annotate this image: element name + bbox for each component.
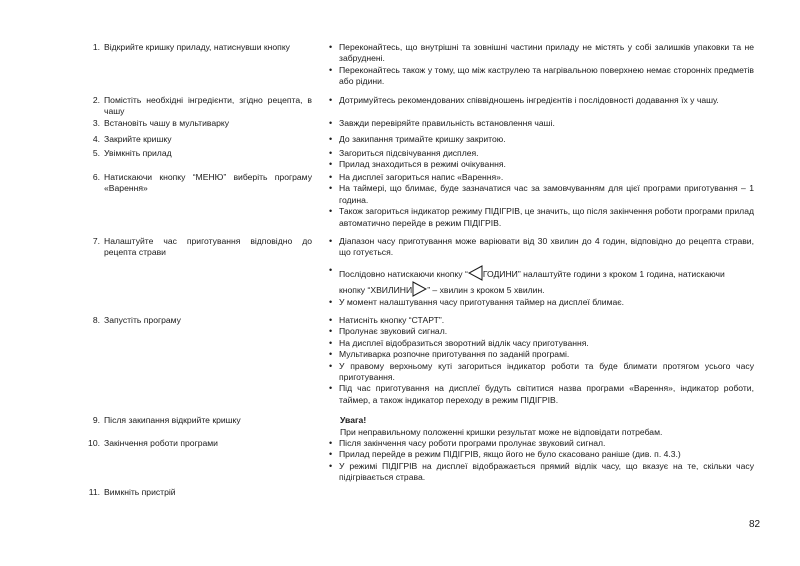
note-item: • До закипання тримайте кришку закритою. <box>329 134 754 145</box>
note-item: • На дисплеї загориться напис «Варення». <box>329 172 754 183</box>
note-item: • У момент налаштування часу приготування таймер на дисплеї блимає. <box>329 297 754 308</box>
step-number: 2. <box>92 95 100 105</box>
step-text: Після закипання відкрийте кришку <box>104 415 241 425</box>
step-text: Відкрийте кришку приладу, натиснувши кнопку <box>104 42 290 52</box>
step-number: 4. <box>92 134 100 144</box>
step-text: Увімкніть прилад <box>104 148 172 158</box>
step-number: 5. <box>92 148 100 158</box>
step-notes <box>329 134 754 145</box>
step-notes <box>329 315 754 406</box>
note-item: • Також загориться індикатор режиму ПІДІГРІВ, це значить, що після закінчення роботи програми прилад автоматично перейде в режим ПІДІГРІВ. <box>329 206 754 229</box>
step-number: 6. <box>92 172 100 182</box>
note-item: • Прилад перейде в режим ПІДІГРІВ, якщо його не було скасовано раніше (див. п. 4.3.) <box>329 449 754 460</box>
step-label <box>86 42 312 53</box>
step-number: 8. <box>92 315 100 325</box>
note-item: • Після закінчення часу роботи програми пролунає звуковий сигнал. <box>329 438 754 449</box>
step-number: 9. <box>92 415 100 425</box>
note-item: • Під час приготування на дисплеї будуть світитися назва програми «Варення», індикатор роботи, таймер, а також індикатор переходу в режим ПІДІГРІВ. <box>329 383 754 406</box>
note-item: • У режимі ПІДІГРІВ на дисплеї відображається прямий відлік часу, що вказує на те, скільки часу підігрівається страва. <box>329 461 754 484</box>
step-notes <box>329 236 754 308</box>
step-text: Натискаючи кнопку “МЕНЮ” виберіть програму «Варення» <box>104 172 312 194</box>
step-notes <box>329 118 754 129</box>
minutes-prefix: кнопку “ХВИЛИНИ <box>339 284 413 295</box>
minutes-suffix: ” – хвилин з кроком 5 хвилин. <box>427 284 545 295</box>
step-notes <box>329 148 754 171</box>
step-label <box>86 134 312 145</box>
step-notes <box>329 95 754 106</box>
page-number: 82 <box>749 519 761 530</box>
step-label <box>86 438 312 449</box>
step-number: 3. <box>92 118 100 128</box>
step-text: Закрийте кришку <box>104 134 172 144</box>
step-text: Вимкніть пристрій <box>104 487 176 497</box>
step-label <box>86 487 312 498</box>
note-item: • Дотримуйтесь рекомендованих співвідношень інгредієнтів і послідовності додавання їх у чашу. <box>329 95 754 106</box>
warning-text: При неправильному положенні кришки результат може не відповідати потребам. <box>340 427 663 437</box>
note-item: • Завжди перевіряйте правильність встановлення чаші. <box>329 118 754 129</box>
step-label <box>86 415 312 426</box>
step-number: 7. <box>92 236 100 246</box>
step-text: Помістіть необхідні інгредієнти, згідно рецепта, в чашу <box>104 95 312 117</box>
step-text: Закінчення роботи програми <box>104 438 218 448</box>
step-notes <box>329 42 754 88</box>
note-item: • Переконайтесь також у тому, що між каструлею та нагрівальною поверхнею немає сторонніх предметів або рідини. <box>329 65 754 88</box>
note-item: • На дисплеї відобразиться зворотний відлік часу приготування. <box>329 338 754 349</box>
step-label <box>86 172 312 195</box>
step-notes <box>329 172 754 229</box>
note-item: • У правому верхньому куті загориться індикатор роботи та буде блимати протягом усього часу приготування. <box>329 361 754 384</box>
triangle-right-icon <box>412 281 427 297</box>
step-label <box>86 95 312 118</box>
step-text: Встановіть чашу в мультиварку <box>104 118 230 128</box>
note-item: • Пролунає звуковий сигнал. <box>329 326 754 337</box>
step-label <box>86 315 312 326</box>
step-label <box>86 236 312 259</box>
step-label <box>86 118 312 129</box>
note-item: • На таймері, що блимає, буде зазначатися час за замовчуванням для цієї програми приготування – 1 година. <box>329 183 754 206</box>
step-number: 1. <box>92 42 100 52</box>
note-item: • Мультиварка розпочне приготування по заданій програмі. <box>329 349 754 360</box>
note-item: • Діапазон часу приготування може варіювати від 30 хвилин до 4 годин, відповідно до рецепта страви, що готується. <box>329 236 754 259</box>
note-item: • Переконайтесь, що внутрішні та зовнішні частини приладу не містять у собі залишків упаковки та не забруднені. <box>329 42 754 65</box>
step-number: 11. <box>88 487 100 497</box>
hours-suffix: ГОДИНИ” налаштуйте години з кроком 1 година, натискаючи <box>482 268 725 279</box>
step-label <box>86 148 312 159</box>
step-number: 10. <box>88 438 100 448</box>
step-notes <box>329 438 754 484</box>
step-text: Запустіть програму <box>104 315 181 325</box>
note-item-buttons <box>329 265 754 297</box>
triangle-left-icon <box>468 265 483 281</box>
hours-prefix: Послідовно натискаючи кнопку “ <box>339 268 468 279</box>
note-item: • Прилад знаходиться в режимі очікування. <box>329 159 754 170</box>
note-item: • Загориться підсвічування дисплея. <box>329 148 754 159</box>
note-item: • Натисніть кнопку “СТАРТ”. <box>329 315 754 326</box>
step-text: Налаштуйте час приготування відповідно до рецепта страви <box>104 236 312 258</box>
warning-title: Увага! <box>340 415 367 425</box>
